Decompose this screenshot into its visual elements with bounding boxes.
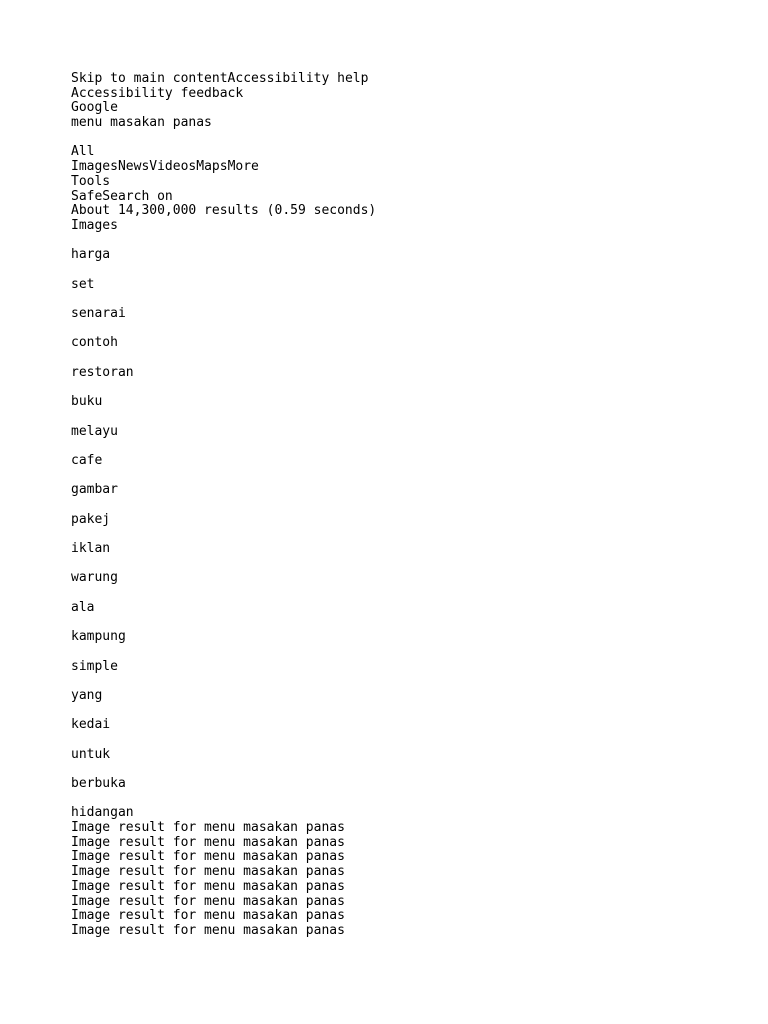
chip-untuk[interactable]: untuk [71, 746, 111, 762]
chip-restoran[interactable]: restoran [71, 364, 134, 380]
tab-maps[interactable]: Maps [196, 159, 228, 175]
image-result[interactable]: Image result for menu masakan panas [71, 878, 345, 894]
skip-to-main-link[interactable]: Skip to main content [71, 71, 228, 86]
chip-buku[interactable]: buku [71, 394, 103, 410]
result-stats: About 14,300,000 results (0.59 seconds) [71, 203, 377, 219]
image-result[interactable]: Image result for menu masakan panas [71, 820, 345, 836]
image-result[interactable]: Image result for menu masakan panas [71, 849, 345, 865]
chip-gambar[interactable]: gambar [71, 482, 118, 498]
chip-yang[interactable]: yang [71, 687, 103, 703]
chip-ala[interactable]: ala [71, 599, 95, 615]
chip-warung[interactable]: warung [71, 570, 118, 586]
chip-hidangan[interactable]: hidangan [71, 805, 134, 821]
spacer [71, 234, 768, 249]
spacer [71, 131, 768, 146]
images-heading[interactable]: Images [71, 217, 118, 233]
image-result[interactable]: Image result for menu masakan panas [71, 922, 345, 938]
image-result[interactable]: Image result for menu masakan panas [71, 864, 345, 880]
tab-videos[interactable]: Videos [149, 159, 197, 175]
header-links-row [71, 72, 768, 87]
chip-contoh[interactable]: contoh [71, 335, 118, 351]
tab-all[interactable]: All [71, 144, 95, 160]
chip-melayu[interactable]: melayu [71, 423, 118, 439]
chip-simple[interactable]: simple [71, 658, 118, 674]
chip-pakej[interactable]: pakej [71, 511, 111, 527]
image-result[interactable]: Image result for menu masakan panas [71, 908, 345, 924]
chip-cafe[interactable]: cafe [71, 452, 103, 468]
tab-images[interactable]: Images [71, 159, 118, 175]
image-result[interactable]: Image result for menu masakan panas [71, 834, 345, 850]
chip-harga[interactable]: harga [71, 247, 111, 263]
chip-kedai[interactable]: kedai [71, 717, 111, 733]
chip-iklan[interactable]: iklan [71, 541, 111, 556]
image-result[interactable]: Image result for menu masakan panas [71, 893, 345, 909]
tools-button[interactable]: Tools [71, 173, 111, 189]
chip-senarai[interactable]: senarai [71, 306, 126, 321]
search-query-input[interactable]: menu masakan panas [71, 115, 212, 131]
image-results-list [71, 821, 768, 939]
refinement-chips [71, 248, 768, 821]
tab-more[interactable]: More [227, 159, 259, 175]
tab-news[interactable]: News [117, 159, 150, 175]
chip-kampung[interactable]: kampung [71, 629, 126, 645]
accessibility-feedback-link[interactable]: Accessibility feedback [71, 85, 244, 101]
google-logo[interactable]: Google [71, 100, 118, 116]
accessibility-help-link[interactable]: Accessibility help [227, 71, 369, 86]
tabs-row [71, 160, 768, 175]
safesearch-toggle[interactable]: SafeSearch on [71, 188, 173, 204]
chip-berbuka[interactable]: berbuka [71, 776, 126, 791]
chip-set[interactable]: set [71, 276, 95, 292]
